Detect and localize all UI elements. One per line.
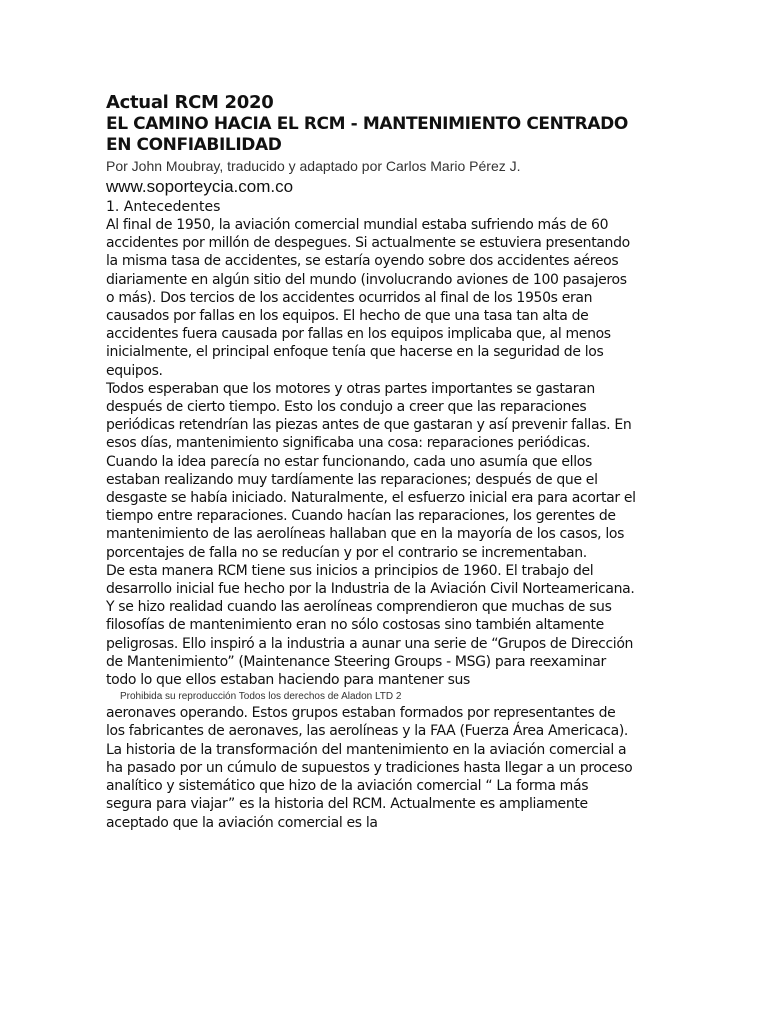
paragraph-1: Al final de 1950, la aviación comercial mundial estaba sufriendo más de 60 accidentes por millón de despegues. Si actualmente se estuviera presentando la misma tasa de accidentes, se estaría oyendo sobre dos accidentes aéreos diariamente en algún sitio del mundo (involucrando aviones de 100 pasajeros o más). Dos tercios de los accidentes ocurridos al final de los 1950s eran causados por fallas en los equipos. El hecho de que una tasa tan alta de accidentes fuera causada por fallas en los equipos implicaba que, al menos inicialmente, el principal enfoque tenía que hacerse en la seguridad de los equipos.	[106, 217, 630, 379]
website-link[interactable]: www.soporteycia.com.co	[106, 177, 294, 196]
document-page	[106, 92, 636, 832]
paragraph-6: La historia de la transformación del mantenimiento en la aviación comercial a ha pasado por un cúmulo de supuestos y tradiciones hasta llegar a un proceso analítico y sistemático que hizo de la aviación comercial “ La forma más segura para viajar” es la historia del RCM. Actualmente es ampliamente aceptado que la aviación comercial es la	[106, 741, 633, 831]
paragraph-4: De esta manera RCM tiene sus inicios a principios de 1960. El trabajo del desarrollo inicial fue hecho por la Industria de la Aviación Civil Norteamericana. Y se hizo realidad cuando las aerolíneas comprendieron que muchas de sus filosofías de mantenimiento eran no sólo costosas sino también altamente peligrosas. Ello inspiró a la industria a aunar una serie de “Grupos de Dirección de Mantenimiento” (Maintenance Steering Groups - MSG) para reexaminar todo lo que ellos estaban haciendo para mantener sus	[106, 562, 635, 689]
page-footer: Prohibida su reproducción Todos los derechos de Aladon LTD 2	[120, 691, 402, 703]
byline: Por John Moubray, traducido y adaptado por Carlos Mario Pérez J.	[106, 158, 521, 174]
paragraph-2: Todos esperaban que los motores y otras partes importantes se gastaran después de cierto tiempo. Esto los condujo a creer que las reparaciones periódicas retendrían las piezas antes de que gastaran y así prevenir fallas. En esos días, mantenimiento significaba una cosa: reparaciones periódicas.	[106, 380, 632, 452]
paragraph-3: Cuando la idea parecía no estar funcionando, cada uno asumía que ellos estaban realizando muy tardíamente las reparaciones; después de que el desgaste se había iniciado. Naturalmente, el esfuerzo inicial era para acortar el tiempo entre reparaciones. Cuando hacían las reparaciones, los gerentes de mantenimiento de las aerolíneas hallaban que en la mayoría de los casos, los porcentajes de falla no se reducían y por el contrario se incrementaban.	[106, 453, 636, 561]
document-subtitle: EL CAMINO HACIA EL RCM - MANTENIMIENTO CENTRADO EN CONFIABILIDAD	[106, 114, 628, 155]
document-title: Actual RCM 2020	[106, 92, 274, 113]
section-heading: 1. Antecedentes	[106, 199, 221, 215]
paragraph-5: aeronaves operando. Estos grupos estaban formados por representantes de los fabricantes de aeronaves, las aerolíneas y la FAA (Fuerza Área Americaca).	[106, 705, 629, 740]
